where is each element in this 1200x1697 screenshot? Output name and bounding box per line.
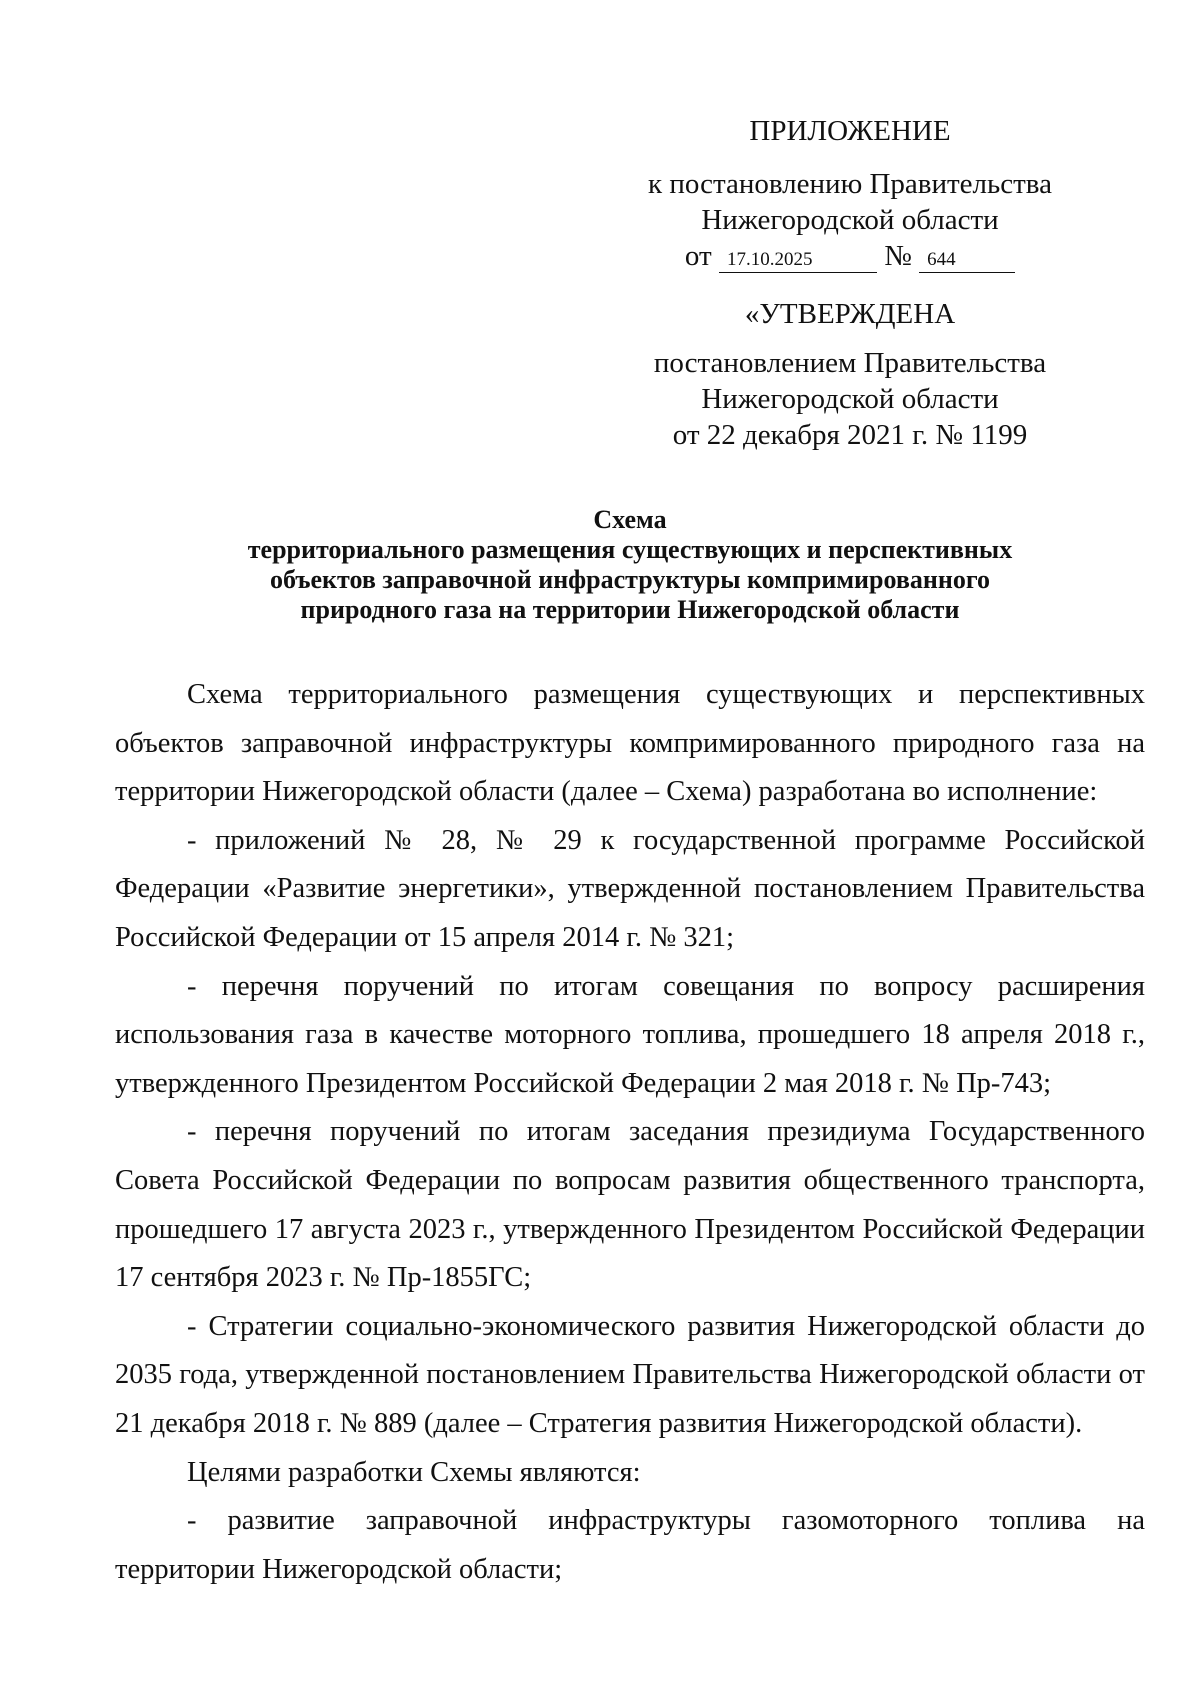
title-line: природного газа на территории Нижегородской области	[300, 595, 960, 624]
approved-line: Нижегородской области	[701, 383, 999, 415]
document-title	[120, 505, 1140, 625]
paragraph: - развитие заправочной инфраструктуры газомоторного топлива на территории Нижегородской области;	[115, 1505, 1145, 1585]
paragraph: - перечня поручений по итогам совещания по вопросу расширения использования газа в качестве моторного топлива, прошедшего 18 апреля 2018 г., утвержденного Президентом Российской Федерации 2 мая 2018 г. № Пр-743;	[115, 970, 1145, 1099]
approved-heading	[600, 296, 1100, 332]
appendix-line: Нижегородской области	[701, 204, 999, 236]
approved-line: от 22 декабря 2021 г. № 1199	[672, 419, 1028, 451]
approved-title: «УТВЕРЖДЕНА	[744, 298, 956, 330]
appendix-title: ПРИЛОЖЕНИЕ	[749, 115, 951, 147]
appendix-heading	[600, 113, 1100, 149]
approved-reference	[600, 345, 1100, 453]
paragraph: - приложений № 28, № 29 к государственной программе Российской Федерации «Развитие энергетики», утвержденной постановлением Правительства Российской Федерации от 15 апреля 2014 г. № 321;	[115, 824, 1145, 953]
decree-number-row	[600, 238, 1100, 274]
appendix-reference	[600, 166, 1100, 274]
paragraph: - Стратегии социально-экономического развития Нижегородской области до 2035 года, утвержденной постановлением Правительства Нижегородской области от 21 декабря 2018 г. № 889 (далее – Стратегия развития Нижегородской области).	[115, 1310, 1145, 1439]
paragraph: Схема территориального размещения существующих и перспективных объектов заправочной инфраструктуры компримированного природного газа на территории Нижегородской области (далее – Схема) разработана во исполнение:	[115, 679, 1145, 808]
approved-line: постановлением Правительства	[653, 347, 1047, 379]
date-prefix: от	[684, 240, 712, 272]
number-sign: №	[884, 240, 912, 272]
decree-date: 17.10.2025	[719, 248, 877, 273]
title-line: объектов заправочной инфраструктуры компримированного	[270, 565, 990, 594]
title-line: территориального размещения существующих и перспективных	[247, 535, 1013, 564]
decree-number: 644	[919, 248, 1015, 273]
title-line: Схема	[593, 505, 667, 534]
paragraph: - перечня поручений по итогам заседания президиума Государственного Совета Российской Федерации по вопросам развития общественного транспорта, прошедшего 17 августа 2023 г., утвержденного Президентом Российской Федерации 17 сентября 2023 г. № Пр-1855ГС;	[115, 1116, 1145, 1294]
document-body	[115, 671, 1145, 1594]
appendix-line: к постановлению Правительства	[648, 168, 1052, 200]
paragraph: Целями разработки Схемы являются:	[187, 1456, 641, 1488]
